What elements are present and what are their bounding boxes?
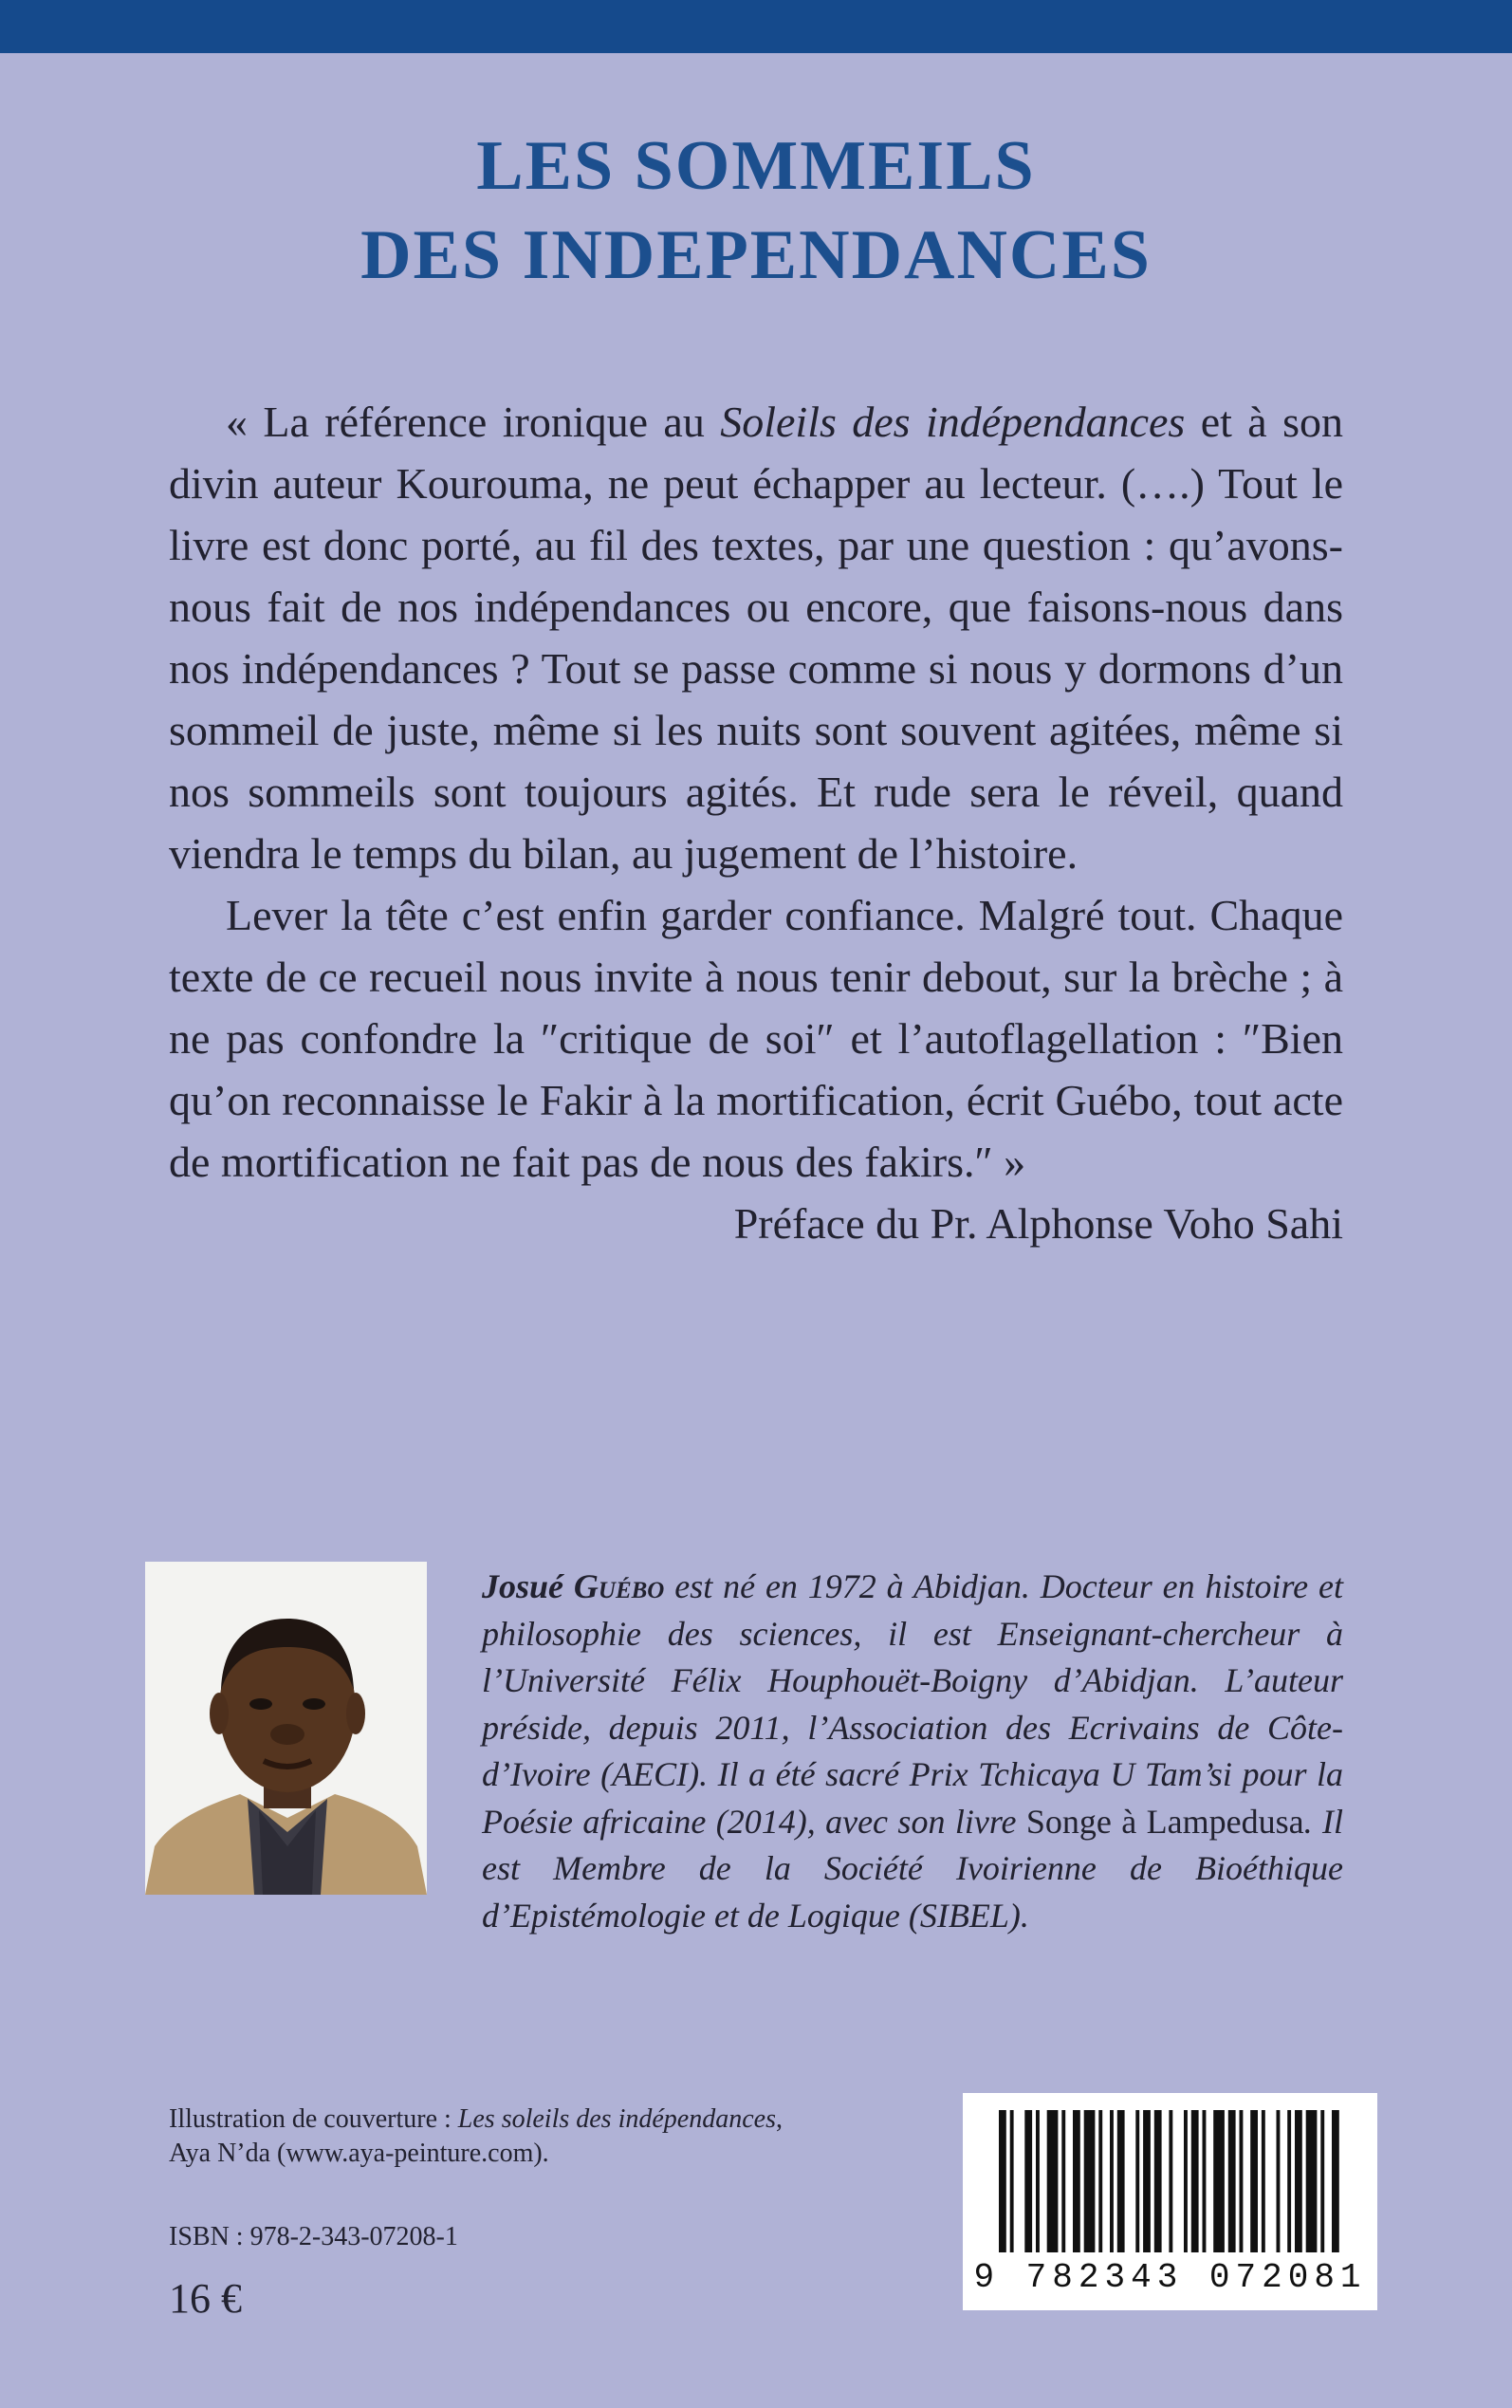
barcode-bar [1240, 2110, 1244, 2252]
barcode-bar [1098, 2110, 1102, 2252]
barcode-bar [1320, 2110, 1324, 2252]
barcode-bar [1154, 2110, 1162, 2252]
author-portrait-image [145, 1562, 427, 1895]
barcode-bar [1287, 2110, 1291, 2252]
preface-text: « La référence ironique au [226, 398, 721, 446]
barcode-bar [1061, 2110, 1065, 2252]
price: 16 € [169, 2275, 242, 2322]
book-title-line-2: DES INDEPENDANCES [360, 216, 1152, 294]
preface-text: et à son divin auteur Kourouma, ne peut échapper au lecteur. (….) Tout le livre est donc porté, au fil des textes, par une question : qu’avons-nous fait de nos indépendances ou encore, que faisons-nous dans nos indépendances ? Tout se passe comme si nous y dormons d’un sommeil de juste, même si les nuits sont souvent agitées, même si nos sommeils sont toujours agités. Et rude sera le réveil, quand viendra le temps du bilan, au jugement de l’histoire. [169, 398, 1344, 878]
barcode-bar [1250, 2110, 1258, 2252]
book-title [0, 121, 1512, 300]
barcode-bar [1169, 2110, 1172, 2252]
barcode-bar [1010, 2110, 1014, 2252]
barcode-bar [1262, 2110, 1265, 2252]
barcode-bar [1117, 2110, 1125, 2252]
barcode-bar [1295, 2110, 1302, 2252]
preface-excerpt [169, 391, 1343, 1254]
book-title-line-1: LES SOMMEILS [476, 127, 1036, 205]
biography-text: est né en 1972 à Abidjan. Docteur en histoire et philosophie des sciences, il est Enseignant-chercheur à l’Université Félix Houphouët-Boigny d’Abidjan. L’auteur préside, depuis 2011, l’Association des Ecrivains de Côte-d’Ivoire (AECI). Il a été sacré Prix Tchicaya U Tam’si pour la Poésie africaine (2014), avec son livre [482, 1567, 1343, 1841]
barcode-bar [1084, 2110, 1096, 2252]
barcode-bar [1024, 2110, 1032, 2252]
credit-punctuation: , [775, 2104, 783, 2134]
barcode-bar [1184, 2110, 1188, 2252]
barcode-bar [1036, 2110, 1040, 2252]
barcode-bar [1203, 2110, 1207, 2252]
barcode-bar [1332, 2110, 1339, 2252]
author-biography [482, 1564, 1343, 1939]
preface-signature: Préface du Pr. Alphonse Voho Sahi [733, 1199, 1343, 1248]
author-first-name: Josué [482, 1567, 574, 1605]
barcode-bar [1143, 2110, 1151, 2252]
preface-book-reference: Soleils des indépendances [720, 398, 1186, 446]
credit-label: Illustration de couverture : [169, 2104, 458, 2134]
credit-artist: Aya N’da (www.aya-peinture.com). [169, 2139, 549, 2168]
author-last-name: Guébo [573, 1567, 665, 1605]
top-color-band [0, 0, 1512, 53]
barcode-bar [1047, 2110, 1059, 2252]
barcode-bar [1191, 2110, 1199, 2252]
preface-paragraph-1 [169, 391, 1343, 884]
barcode-bar [1135, 2110, 1139, 2252]
cover-illustration-credit [169, 2102, 890, 2171]
biography-text: . Il est Membre de la Société Ivoirienne de Bioéthique d’Epistémologie et de Logique (SIBEL). [482, 1802, 1343, 1935]
credit-artwork-title: Les soleils des indépendances [457, 2104, 776, 2134]
barcode-bar [1110, 2110, 1114, 2252]
barcode-bar [1073, 2110, 1080, 2252]
barcode-bar [1228, 2110, 1236, 2252]
barcode-bar [999, 2110, 1006, 2252]
barcode-digits: 9 782343 072081 [973, 2258, 1367, 2297]
barcode-bar [1213, 2110, 1225, 2252]
barcode-bar [1277, 2110, 1281, 2252]
biography-book-title: Songe à Lampedusa [1025, 1802, 1304, 1841]
barcode [963, 2093, 1377, 2310]
preface-paragraph-2: Lever la tête c’est enfin garder confiance. Malgré tout. Chaque texte de ce recueil nous invite à nous tenir debout, sur la brèche ; à ne pas confondre la ″critique de soi″ et l’autoflagellation : ″Bien qu’on reconnaisse le Fakir à la mortification, écrit Guébo, tout acte de mortification ne fait pas de nous des fakirs.″ » [169, 891, 1343, 1186]
isbn-number: ISBN : 978-2-343-07208-1 [169, 2222, 458, 2251]
author-photo [145, 1562, 427, 1895]
barcode-bar [1306, 2110, 1318, 2252]
